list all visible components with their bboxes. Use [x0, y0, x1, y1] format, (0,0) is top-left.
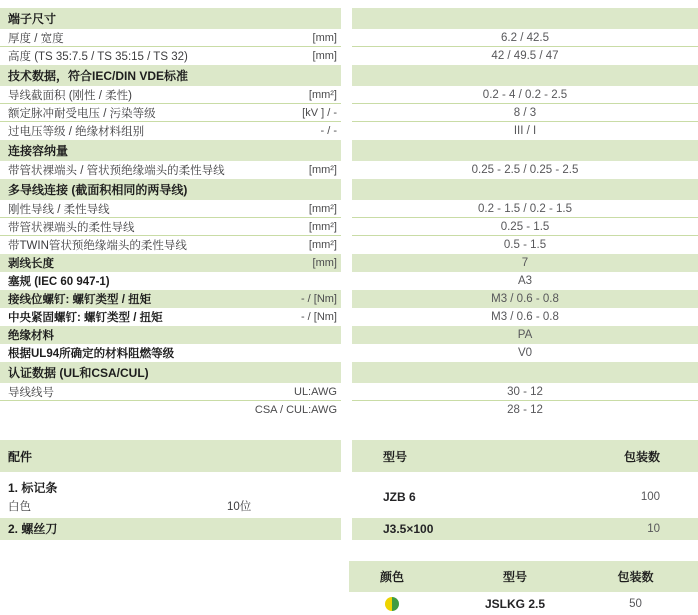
spec-unit: [mm²] [308, 239, 337, 251]
spec-label-cell [0, 47, 341, 65]
accessory-pack: 10 [647, 523, 660, 535]
accessory-description-cell [0, 476, 341, 518]
accessories-header-columns [352, 440, 698, 472]
spec-value: 42 / 49.5 / 47 [491, 50, 559, 62]
spec-label-cell [0, 362, 341, 383]
spec-label-cell [0, 383, 341, 401]
accessories-title: 配件 [8, 449, 33, 464]
spec-label: 剥线长度 [8, 258, 54, 270]
spec-value: M3 / 0.6 - 0.8 [491, 311, 559, 323]
spec-label: 塞规 (IEC 60 947-1) [8, 276, 110, 288]
color-col-header: 颜色 [379, 570, 404, 584]
spec-label-cell [0, 122, 341, 140]
spec-value-cell [352, 344, 698, 362]
spec-value-cell [352, 47, 698, 65]
spec-row [0, 383, 698, 401]
accessory-name: 1. 标记条 [8, 481, 58, 495]
spec-label: 过电压等级 / 绝缘材料组别 [8, 126, 145, 138]
spec-row [0, 47, 698, 65]
spec-unit: [kV ] / - [302, 106, 337, 119]
accessories-title-cell [0, 440, 341, 472]
accessories-header-row [0, 440, 698, 472]
spec-row [0, 218, 698, 236]
spec-unit: [mm²] [308, 164, 337, 176]
spec-label-cell [0, 290, 341, 308]
spec-value-cell [352, 122, 698, 140]
accessories-section [0, 440, 698, 540]
spec-unit: [mm²] [308, 88, 337, 101]
spec-value: 6.2 / 42.5 [501, 31, 549, 44]
pack-col-header-cell [595, 568, 698, 585]
spec-row [0, 122, 698, 140]
spec-unit: [mm] [312, 50, 337, 62]
spec-section-header [0, 362, 698, 383]
spec-value-cell [352, 290, 698, 308]
spec-label-cell [0, 308, 341, 326]
spec-label: 刚性导线 / 柔性导线 [8, 203, 110, 216]
spec-label: 厚度 / 宽度 [8, 32, 64, 45]
spec-value: PA [517, 329, 533, 341]
section-title: 认证数据 (UL和CSA/CUL) [8, 366, 149, 380]
spec-table [0, 8, 698, 419]
spec-value-cell [352, 200, 698, 218]
spec-row [0, 326, 698, 344]
spec-label: 额定脉冲耐受电压 / 污染等级 [8, 107, 156, 120]
accessory-row [0, 476, 698, 518]
section-title: 技术数据，符合IEC/DIN VDE标准 [8, 69, 189, 83]
spec-value: 8 / 3 [513, 106, 537, 119]
spec-section-header [0, 8, 698, 29]
spec-label-cell [0, 65, 341, 86]
spec-value: 0.2 - 4 / 0.2 - 2.5 [482, 88, 568, 101]
spec-label: 带TWIN管状预绝缘端头的柔性导线 [8, 240, 187, 252]
spec-unit: - / [Nm] [300, 311, 337, 323]
color-swatch-cell [349, 597, 435, 611]
spec-value: 0.25 - 2.5 / 0.25 - 2.5 [471, 164, 579, 176]
spec-label: 中央紧固螺钉: 螺钉类型 / 扭矩 [8, 312, 163, 324]
spec-value: 28 - 12 [507, 404, 543, 416]
spec-label-cell [0, 140, 341, 161]
spec-label: 接线位螺钉: 螺钉类型 / 扭矩 [8, 294, 152, 306]
spec-row [0, 308, 698, 326]
spec-row [0, 344, 698, 362]
color-variant-table [349, 561, 698, 615]
spec-value-cell [352, 104, 698, 122]
accessory-name: 2. 螺丝刀 [8, 521, 58, 536]
accessory-model: JZB 6 [383, 490, 416, 504]
spec-label-cell [0, 86, 341, 104]
model-col-header-cell [435, 568, 595, 585]
spec-row [0, 104, 698, 122]
spec-unit: [mm²] [308, 220, 337, 233]
spec-value-cell [352, 383, 698, 401]
accessory-pack: 100 [640, 491, 660, 503]
spec-row [0, 236, 698, 254]
spec-value: 30 - 12 [507, 385, 543, 398]
spec-value: 0.25 - 1.5 [500, 220, 550, 233]
spec-value-cell [352, 254, 698, 272]
section-title: 端子尺寸 [8, 12, 57, 26]
accessory-positions-label: 10位 [227, 501, 252, 513]
spec-row [0, 254, 698, 272]
section-title: 连接容纳量 [8, 144, 69, 158]
spec-unit: UL:AWG [294, 385, 337, 398]
accessory-description-cell [0, 518, 341, 540]
spec-value: A3 [517, 275, 533, 287]
spec-row [0, 29, 698, 47]
spec-label-cell [0, 401, 341, 419]
spec-label-cell [0, 218, 341, 236]
spec-label: 带管状裸端头 / 管状预绝缘端头的柔性导线 [8, 165, 225, 177]
variant-model: JSLKG 2.5 [484, 596, 546, 611]
spec-label-cell [0, 344, 341, 362]
spec-label-cell [0, 161, 341, 179]
spec-value-cell [352, 236, 698, 254]
spec-section-header [0, 179, 698, 200]
spec-row [0, 290, 698, 308]
variant-pack: 50 [629, 597, 642, 610]
spec-label-cell [0, 254, 341, 272]
spec-label-cell [0, 236, 341, 254]
spec-unit: [mm²] [308, 202, 337, 215]
spec-value-cell [352, 29, 698, 47]
accessory-row [0, 518, 698, 540]
spec-label-cell [0, 179, 341, 200]
spec-value-cell [352, 362, 698, 383]
accessory-color-label: 白色 [8, 501, 31, 513]
spec-value-cell [352, 308, 698, 326]
variant-pack-cell [595, 598, 698, 610]
spec-unit: [mm] [312, 257, 337, 269]
spec-value-cell [352, 179, 698, 200]
spec-label: 高度 (TS 35:7.5 / TS 35:15 / TS 32) [8, 51, 188, 63]
section-title: 多导线连接 (截面积相同的两导线) [8, 183, 188, 197]
spec-value-cell [352, 161, 698, 179]
spec-section-header [0, 140, 698, 161]
spec-unit: [mm] [312, 31, 337, 44]
spec-value-cell [352, 272, 698, 290]
accessory-details [8, 499, 337, 516]
spec-value-cell [352, 401, 698, 419]
spec-label-cell [0, 29, 341, 47]
spec-unit: CSA / CUL:AWG [254, 404, 337, 416]
variant-model-cell [435, 597, 595, 611]
accessory-order-cell [352, 518, 698, 540]
accessory-order-cell [352, 476, 698, 518]
spec-row [0, 272, 698, 290]
spec-row [0, 86, 698, 104]
spec-value-cell [352, 140, 698, 161]
spec-label: 带管状裸端头的柔性导线 [8, 221, 135, 234]
accessories-col-pack: 包装数 [623, 449, 660, 464]
spec-value: 0.5 - 1.5 [503, 239, 547, 251]
spec-value-cell [352, 65, 698, 86]
accessory-model: J3.5×100 [383, 522, 434, 536]
color-table-header-row [349, 561, 698, 592]
spec-label: 绝缘材料 [8, 330, 54, 342]
model-col-header: 型号 [502, 570, 527, 584]
spec-row [0, 161, 698, 179]
spec-value-cell [352, 326, 698, 344]
spec-section-header [0, 65, 698, 86]
spec-value-cell [352, 86, 698, 104]
color-swatch [385, 597, 399, 611]
spec-label: 导线线号 [8, 386, 54, 399]
spec-value-cell [352, 8, 698, 29]
spec-value: 7 [521, 257, 529, 269]
spec-value: 0.2 - 1.5 / 0.2 - 1.5 [478, 202, 572, 215]
spec-label-cell [0, 200, 341, 218]
spec-label: 根据UL94所确定的材料阻燃等级 [8, 348, 175, 360]
spec-label-cell [0, 326, 341, 344]
spec-value: III / I [513, 125, 537, 137]
spec-label-cell [0, 104, 341, 122]
spec-value: M3 / 0.6 - 0.8 [491, 293, 559, 305]
spec-unit: - / [Nm] [300, 293, 337, 305]
spec-label: 导线截面积 (刚性 / 柔性) [8, 89, 132, 102]
spec-label-cell [0, 8, 341, 29]
spec-row [0, 200, 698, 218]
spec-label-cell [0, 272, 341, 290]
accessories-col-model: 型号 [383, 449, 408, 464]
color-col-header-cell [349, 568, 435, 585]
pack-col-header: 包装数 [617, 570, 654, 584]
spec-unit: - / - [320, 125, 337, 137]
spec-row [0, 401, 698, 419]
spec-value-cell [352, 218, 698, 236]
spec-value: V0 [517, 347, 533, 359]
color-variant-row [349, 592, 698, 615]
